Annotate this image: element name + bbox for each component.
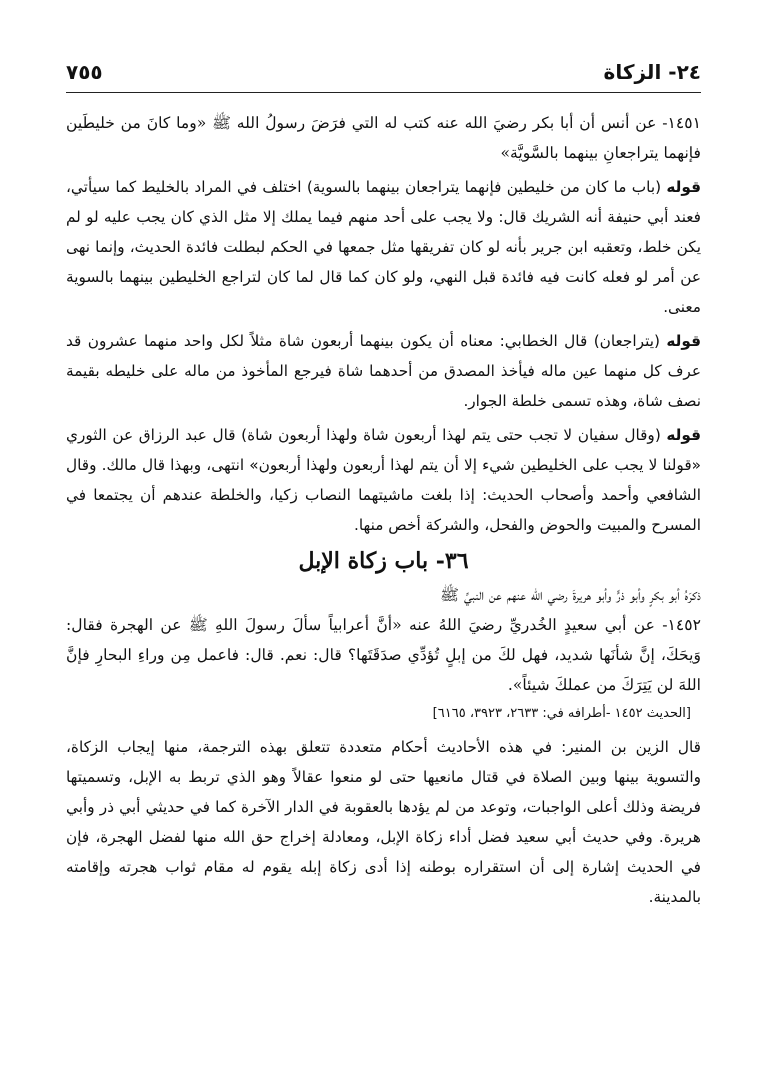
hadith-reference: [الحديث ١٤٥٢ -أطرافه في: ٢٦٣٣، ٣٩٢٣، ٦١٦٥] [432, 706, 691, 721]
commentary-text: (وقال سفيان لا تجب حتى يتم لهذا أربعون شاة ولهذا أربعون شاة) قال عبد الرزاق عن الثوري «قولنا لا يجب على الخليطين شيء إلا أن يتم لهذا أربعون ولهذا أربعون» انتهى، وبهذا قال مالك. وقال الشافعي وأحمد وأصحاب الحديث: إذا بلغت ماشيتهما النصاب زكيا، والخلطة عندهم أن يجتمعا في المسرح والمبيت والحوض والفحل، والشركة أخص منها. [66, 426, 701, 534]
commentary-lead: قوله [666, 178, 701, 196]
commentary-paragraph [66, 172, 701, 322]
commentary-lead: قوله [666, 332, 701, 350]
commentary-text: (يتراجعان) قال الخطابي: معناه أن يكون بينهما أربعون شاة مثلاً لكل واحد منهما عشرون قد عرف كل منهما عين ماله فيأخذ المصدق من أحدهما شاة فيرجع المأخوذ من ماله على خليطه بقيمة نصف شاة، وهذه تسمى خلطة الجوار. [66, 332, 701, 410]
chapter-note: ذكرَهُ أبو بكرٍ وأبو ذرٍّ وأبو هريرةَ رضي الله عنهم عن النبيِّ ﷺ [440, 586, 701, 604]
running-title: ٢٤- الزكاة [603, 60, 701, 84]
commentary-lead: قوله [666, 426, 701, 444]
commentary-paragraph [66, 326, 701, 416]
page-header [66, 56, 701, 93]
hadith-1452: ١٤٥٢- عن أبي سعيدٍ الخُدريِّ رضيَ اللهُ عنه «أنَّ أعرابياً سألَ رسولَ اللهِ ﷺ عن الهجرة فقال: وَيحَكَ، إنَّ شأنَها شديد، فهل لكَ من إبلٍ تُؤدِّي صدَقَتَها؟ قال: نعم. قال: فاعمل مِن وراءِ البحارِ فإنَّ اللهَ لن يَتِرَكَ من عملكَ شيئاً». [66, 616, 701, 694]
commentary-text: (باب ما كان من خليطين فإنهما يتراجعان بينهما بالسوية) اختلف في المراد بالخليط كما سيأتي، فعند أبي حنيفة أنه الشريك قال: ولا يجب على أحد منهم فيما يملك إلا مثل الذي كان يجب عليه لو لم يكن خلط، وتعقبه ابن جرير بأنه لو كان تفريقها مثل جمعها في الحكم لبطلت فائدة الحديث، وإنما نهى عن أمر لو فعله كانت فيه فائدة قبل النهي، ولو كان كما قال لما كان لتراجع الخليطين بينهما بالسوية معنى. [66, 178, 701, 316]
chapter-title: ٣٦- باب زكاة الإبل [298, 548, 469, 574]
closing-paragraph: قال الزين بن المنير: في هذه الأحاديث أحكام متعددة تتعلق بهذه الترجمة، منها إيجاب الزكاة، والتسوية بينها وبين الصلاة في قتال مانعيها حتى لو منعوا عقالاً وهو الذي تربط به الإبل، وتسميتها فريضة وذلك أعلى الواجبات، وتوعد من لم يؤدها بالعقوبة في الدار الآخرة كما في حديثي أبي ذر وأبي هريرة. وفي حديث أبي سعيد فضل أداء زكاة الإبل، ومعادلة إخراج حق الله منها لفضل الهجرة، فإن في الحديث إشارة إلى أن استقراره بوطنه إذا أدى زكاة إبله يقوم له مقام ثواب هجرته وإقامته بالمدينة. [66, 738, 701, 906]
page-number: ٧٥٥ [66, 60, 103, 84]
hadith-1451: ١٤٥١- عن أنس أن أبا بكر رضيَ الله عنه كتب له التي فرَضَ رسولُ الله ﷺ «وما كانَ من خليطَين فإنهما يتراجعانِ بينهما بالسَّويَّة» [66, 114, 701, 162]
commentary-paragraph [66, 420, 701, 540]
page-body [66, 108, 701, 912]
